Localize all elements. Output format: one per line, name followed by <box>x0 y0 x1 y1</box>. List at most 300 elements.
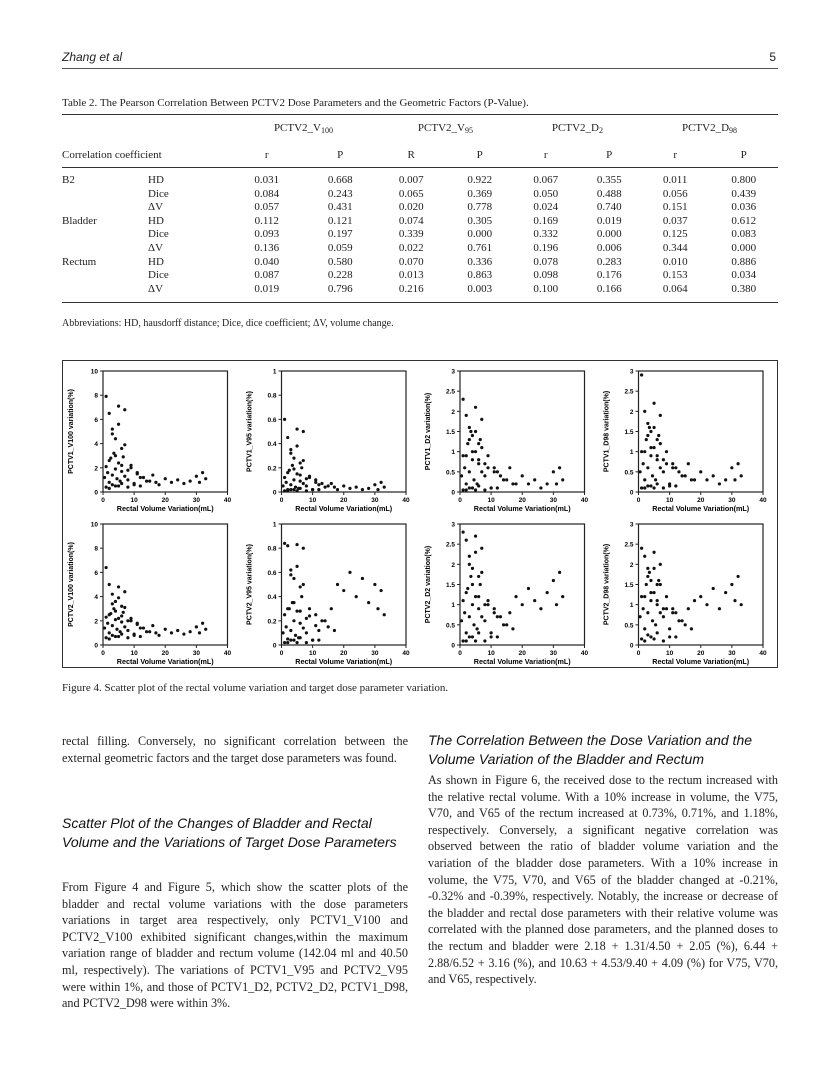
scatter-panel <box>68 369 231 514</box>
data-point <box>114 610 117 613</box>
row-organ <box>62 228 148 242</box>
data-point <box>117 404 120 407</box>
data-point <box>646 434 649 437</box>
table-row <box>62 228 778 242</box>
data-point <box>671 611 674 614</box>
data-point <box>499 615 502 618</box>
data-point <box>466 587 469 590</box>
data-point <box>108 637 111 640</box>
data-point <box>115 628 118 631</box>
data-point <box>474 406 477 409</box>
y-tick-label: 0.8 <box>267 392 277 400</box>
row-organ <box>62 201 148 215</box>
data-point <box>283 613 286 616</box>
data-point <box>327 484 330 487</box>
data-point <box>651 619 654 622</box>
data-point <box>665 595 668 598</box>
data-point <box>680 619 683 622</box>
data-point <box>668 635 671 638</box>
data-point <box>294 634 297 637</box>
table-cell: 0.056 <box>662 187 688 200</box>
table-caption: Table 2. The Pearson Correlation Between PCTV2 Dose Parameters and the Geometric Factors (P-Value). <box>62 97 529 109</box>
x-tick-label: 40 <box>759 650 767 657</box>
data-point <box>652 551 655 554</box>
table-cell: 0.151 <box>662 201 688 214</box>
table-cell: 0.067 <box>533 174 559 186</box>
right-paragraph-1: As shown in Figure 6, the received dose to the rectum increased with the relative rectal volume. With a 10% increase in volume, the V75, V70, and V65 of the rectum increased at 0.73%, 0.71%, and 1.18%, respectively. Conversely, a significant negative correlation was observed between the ratio of bladder volume variation and the variation of the bladder dose parameters. With a 10% increase in volume, the V75, V70, and V65 of the bladder changed at -0.21%, -0.32% and -0.39%, respectively. Notably, the increase or decrease of the bladder and rectal dose parameters with their relative volume was correlated with the planned dose parameters, and the planned doses to the rectum and bladder were 2.18 + 1.31/4.50 + 2.05 (%), 6.44 + 2.88/6.52 + 3.16 (%), and 10.63 + 4.53/9.40 + 4.09 (%) for V75, V70, and V65, respectively. <box>428 773 778 987</box>
section-heading-scatter: Scatter Plot of the Changes of Bladder and Rectal Volume and the Variations of Target Dose Parameters <box>62 815 397 850</box>
data-point <box>302 583 305 586</box>
x-tick-label: 20 <box>340 650 348 657</box>
scatter-panel <box>247 522 410 667</box>
x-axis-label: Rectal Volume Variation(mL) <box>116 504 214 513</box>
data-point <box>286 637 289 640</box>
data-point <box>117 585 120 588</box>
data-point <box>468 486 471 489</box>
data-point <box>129 466 132 469</box>
y-tick-label: 1 <box>451 602 455 610</box>
data-point <box>117 635 120 638</box>
data-point <box>289 639 292 642</box>
table-cell: 0.380 <box>731 282 757 295</box>
data-point <box>462 530 465 533</box>
y-tick-label: 0 <box>94 642 98 650</box>
y-tick-label: 2.5 <box>624 541 634 549</box>
data-point <box>126 629 129 632</box>
table-cell: 0.863 <box>467 269 493 282</box>
data-point <box>558 466 561 469</box>
data-point <box>317 629 320 632</box>
x-axis-label: Rectal Volume Variation(mL) <box>652 504 750 513</box>
data-point <box>201 622 204 625</box>
table-cell: 0.580 <box>327 255 353 268</box>
y-tick-label: 1.5 <box>445 582 455 589</box>
data-point <box>105 566 108 569</box>
data-point <box>652 486 655 489</box>
data-point <box>539 607 542 610</box>
data-point <box>295 444 298 447</box>
data-point <box>640 373 643 376</box>
correlation-table <box>62 114 778 303</box>
table-cell: 0.112 <box>254 214 279 227</box>
data-point <box>724 591 727 594</box>
y-tick-label: 3 <box>629 368 634 376</box>
y-tick-label: 1 <box>629 602 634 610</box>
table-cell: 0.125 <box>662 228 688 241</box>
data-point <box>649 430 652 433</box>
x-axis-label: Rectal Volume Variation(mL) <box>473 657 571 666</box>
data-point <box>646 484 649 487</box>
data-point <box>283 542 286 545</box>
table-cell: 0.196 <box>533 241 559 254</box>
data-point <box>514 595 517 598</box>
scatter-plot-grid <box>63 361 777 667</box>
table-row <box>62 188 778 202</box>
data-point <box>111 483 114 486</box>
data-point <box>283 489 286 492</box>
data-point <box>123 625 126 628</box>
data-point <box>108 583 111 586</box>
data-point <box>355 486 358 489</box>
row-metric: ΔV <box>148 201 164 214</box>
data-point <box>106 471 109 474</box>
data-point <box>486 603 489 606</box>
data-point <box>108 631 111 634</box>
table-row <box>62 174 778 188</box>
table-cell: 0.344 <box>662 241 688 254</box>
table-cell: 0.153 <box>662 269 688 282</box>
data-point <box>139 635 142 638</box>
data-point <box>311 488 314 491</box>
y-tick-label: 0.2 <box>267 465 277 473</box>
y-tick-label: 2.5 <box>445 388 455 396</box>
figure-4 <box>62 360 778 668</box>
data-point <box>483 619 486 622</box>
table-cell: 0.087 <box>254 269 280 282</box>
scatter-panel <box>604 522 767 667</box>
data-point <box>198 631 201 634</box>
x-tick-label: 0 <box>458 497 462 504</box>
data-point <box>123 443 126 446</box>
data-point <box>164 628 167 631</box>
y-tick-label: 1.5 <box>624 582 634 589</box>
row-organ <box>62 283 148 297</box>
table-cell: 0.065 <box>398 187 424 200</box>
data-point <box>299 473 302 476</box>
data-point <box>477 595 480 598</box>
data-point <box>657 434 660 437</box>
x-tick-label: 20 <box>697 497 705 504</box>
data-point <box>170 631 173 634</box>
left-paragraph-1: rectal filling. Conversely, no significant correlation between the external geometric factors and the target dose parameters was found. <box>62 734 408 765</box>
table-row <box>62 283 778 297</box>
data-point <box>479 583 482 586</box>
data-point <box>292 639 295 642</box>
table-cell: 0.078 <box>533 255 559 268</box>
data-point <box>471 567 474 570</box>
data-point <box>724 478 727 481</box>
data-point <box>665 462 668 465</box>
data-point <box>561 595 564 598</box>
data-point <box>114 600 117 603</box>
data-point <box>646 611 649 614</box>
scatter-panel <box>68 522 231 667</box>
data-point <box>740 603 743 606</box>
table-cell: 0.100 <box>533 282 559 295</box>
table-cell: 0.019 <box>596 214 622 227</box>
data-point <box>493 470 496 473</box>
data-point <box>299 487 302 490</box>
y-tick-label: 6 <box>94 569 98 577</box>
data-point <box>502 623 505 626</box>
data-point <box>468 563 471 566</box>
table-cell: 0.011 <box>663 174 688 186</box>
data-point <box>493 611 496 614</box>
x-tick-label: 30 <box>192 650 200 657</box>
data-point <box>468 555 471 558</box>
data-point <box>705 603 708 606</box>
row-metric: ΔV <box>148 241 164 254</box>
data-point <box>477 442 480 445</box>
y-tick-label: 0.2 <box>267 618 277 626</box>
y-tick-label: 1 <box>272 368 277 376</box>
data-point <box>477 631 480 634</box>
x-tick-label: 30 <box>549 650 557 657</box>
data-point <box>148 480 151 483</box>
data-point <box>286 641 289 644</box>
data-point <box>646 633 649 636</box>
data-point <box>659 466 662 469</box>
data-point <box>477 575 480 578</box>
data-point <box>640 547 643 550</box>
column-subheader: r <box>230 145 303 168</box>
data-point <box>646 466 649 469</box>
data-point <box>730 583 733 586</box>
x-tick-label: 40 <box>580 497 589 504</box>
data-point <box>142 476 145 479</box>
data-point <box>204 628 207 631</box>
table-cell: 0.074 <box>398 214 424 227</box>
data-point <box>305 641 308 644</box>
table-cell: 0.176 <box>596 269 622 282</box>
data-point <box>299 610 302 613</box>
data-point <box>469 575 472 578</box>
y-tick-label: 1.5 <box>624 429 634 436</box>
data-point <box>659 611 662 614</box>
data-point <box>546 591 549 594</box>
data-point <box>474 595 477 598</box>
data-point <box>305 484 308 487</box>
data-point <box>126 619 129 622</box>
data-point <box>651 474 654 477</box>
data-point <box>285 481 288 484</box>
y-tick-label: 2 <box>451 408 455 416</box>
column-subheader: P <box>445 145 514 168</box>
column-subheader: R <box>377 145 446 168</box>
data-point <box>302 482 305 485</box>
x-tick-label: 10 <box>487 497 495 504</box>
table-row <box>62 201 778 215</box>
row-metric: HD <box>148 255 164 268</box>
group-header: $PCTV2\_V_{100}$ <box>230 115 377 146</box>
data-point <box>654 478 657 481</box>
x-tick-label: 10 <box>309 497 317 504</box>
table-cell: 0.761 <box>467 241 493 254</box>
data-point <box>652 567 655 570</box>
y-tick-label: 0.4 <box>267 594 277 602</box>
data-point <box>483 639 486 642</box>
data-point <box>148 630 151 633</box>
data-point <box>649 599 652 602</box>
x-tick-label: 0 <box>101 497 105 504</box>
y-tick-label: 3 <box>629 521 634 529</box>
data-point <box>289 568 292 571</box>
data-point <box>656 438 659 441</box>
table-cell: 0.000 <box>467 228 493 241</box>
data-point <box>333 629 336 632</box>
data-point <box>490 635 493 638</box>
data-point <box>477 484 480 487</box>
data-point <box>373 483 376 486</box>
group-header: $PCTV2\_D_{98}$ <box>641 115 778 146</box>
data-point <box>656 482 659 485</box>
data-point <box>289 573 292 576</box>
data-point <box>189 480 192 483</box>
data-point <box>656 631 659 634</box>
data-point <box>105 465 108 468</box>
data-point <box>139 484 142 487</box>
data-point <box>465 539 468 542</box>
data-point <box>462 599 465 602</box>
data-point <box>289 629 292 632</box>
data-point <box>649 446 652 449</box>
data-point <box>111 473 114 476</box>
data-point <box>640 486 643 489</box>
table-cell: 0.006 <box>596 241 622 254</box>
y-tick-label: 8 <box>94 545 98 553</box>
data-point <box>671 607 674 610</box>
y-tick-label: 4 <box>94 441 98 449</box>
row-organ <box>62 269 148 283</box>
data-point <box>330 482 333 485</box>
table-cell: 0.169 <box>533 214 559 227</box>
data-point <box>114 618 117 621</box>
y-tick-label: 1 <box>451 449 455 457</box>
data-point <box>496 635 499 638</box>
data-point <box>133 634 136 637</box>
data-point <box>462 454 465 457</box>
data-point <box>740 474 743 477</box>
data-point <box>164 477 167 480</box>
x-axis-label: Rectal Volume Variation(mL) <box>116 657 214 666</box>
y-tick-label: 3 <box>451 521 455 529</box>
data-point <box>677 470 680 473</box>
data-point <box>690 627 693 630</box>
data-point <box>733 478 736 481</box>
y-axis-label: PCTV2_D2 variation(%) <box>425 545 432 624</box>
data-point <box>120 633 123 636</box>
data-point <box>472 623 475 626</box>
data-point <box>539 486 542 489</box>
data-point <box>122 455 125 458</box>
data-point <box>376 607 379 610</box>
table-cell: 0.093 <box>254 228 280 241</box>
data-point <box>486 599 489 602</box>
data-point <box>648 426 651 429</box>
data-point <box>117 596 120 599</box>
table-cell: 0.013 <box>398 269 424 282</box>
data-point <box>302 547 305 550</box>
data-point <box>649 484 652 487</box>
data-point <box>151 473 154 476</box>
table-cell: 0.369 <box>467 187 493 200</box>
data-point <box>105 616 108 619</box>
row-metric: HD <box>148 214 164 227</box>
data-point <box>373 583 376 586</box>
data-point <box>652 446 655 449</box>
data-point <box>649 579 652 582</box>
y-axis-label: PCTV1_V95 variation(%) <box>246 391 254 472</box>
y-tick-label: 1 <box>272 521 277 529</box>
y-tick-label: 2 <box>629 408 634 416</box>
column-subheader: r <box>641 145 710 168</box>
y-tick-label: 0.8 <box>267 545 277 553</box>
data-point <box>656 454 659 457</box>
data-point <box>355 595 358 598</box>
data-point <box>317 639 320 642</box>
row-metric: Dice <box>148 228 169 241</box>
data-point <box>638 470 641 473</box>
data-point <box>705 478 708 481</box>
data-point <box>502 478 505 481</box>
data-point <box>496 486 499 489</box>
data-point <box>656 603 659 606</box>
table-cell: 0.003 <box>467 282 493 295</box>
x-tick-label: 30 <box>728 650 736 657</box>
running-header <box>62 50 778 69</box>
x-tick-label: 30 <box>728 497 736 504</box>
data-point <box>665 607 668 610</box>
data-point <box>668 627 671 630</box>
table-cell: 0.800 <box>731 174 757 186</box>
x-tick-label: 10 <box>130 497 138 504</box>
data-point <box>511 482 514 485</box>
y-tick-label: 0 <box>272 489 277 497</box>
data-point <box>477 458 480 461</box>
data-point <box>687 607 690 610</box>
data-point <box>292 457 295 460</box>
y-tick-label: 0 <box>451 642 455 650</box>
data-point <box>471 583 474 586</box>
data-point <box>643 410 646 413</box>
table-cell: 0.000 <box>731 241 757 254</box>
data-point <box>182 633 185 636</box>
table-cell: 0.064 <box>662 282 688 295</box>
data-point <box>289 488 292 491</box>
data-point <box>361 577 364 580</box>
data-point <box>643 555 646 558</box>
data-point <box>645 583 648 586</box>
data-point <box>114 454 117 457</box>
data-point <box>480 446 483 449</box>
data-point <box>665 450 668 453</box>
figure-caption: Figure 4. Scatter plot of the rectal volume variation and target dose parameter variation. <box>62 682 449 694</box>
data-point <box>552 470 555 473</box>
x-tick-label: 10 <box>487 650 495 657</box>
data-point <box>671 466 674 469</box>
x-tick-label: 30 <box>371 497 379 504</box>
data-point <box>283 476 286 479</box>
data-point <box>105 486 108 489</box>
data-point <box>154 481 157 484</box>
data-point <box>712 587 715 590</box>
data-point <box>157 483 160 486</box>
table-cell: 0.059 <box>327 241 353 254</box>
table-cell: 0.612 <box>731 214 757 227</box>
data-point <box>283 641 286 644</box>
x-tick-label: 40 <box>223 497 232 504</box>
data-point <box>465 591 468 594</box>
data-point <box>463 611 466 614</box>
data-point <box>684 474 687 477</box>
data-point <box>151 624 154 627</box>
data-point <box>289 483 292 486</box>
column-subheader: P <box>577 145 641 168</box>
data-point <box>474 450 477 453</box>
data-point <box>136 622 139 625</box>
data-point <box>195 475 198 478</box>
data-point <box>460 619 463 622</box>
